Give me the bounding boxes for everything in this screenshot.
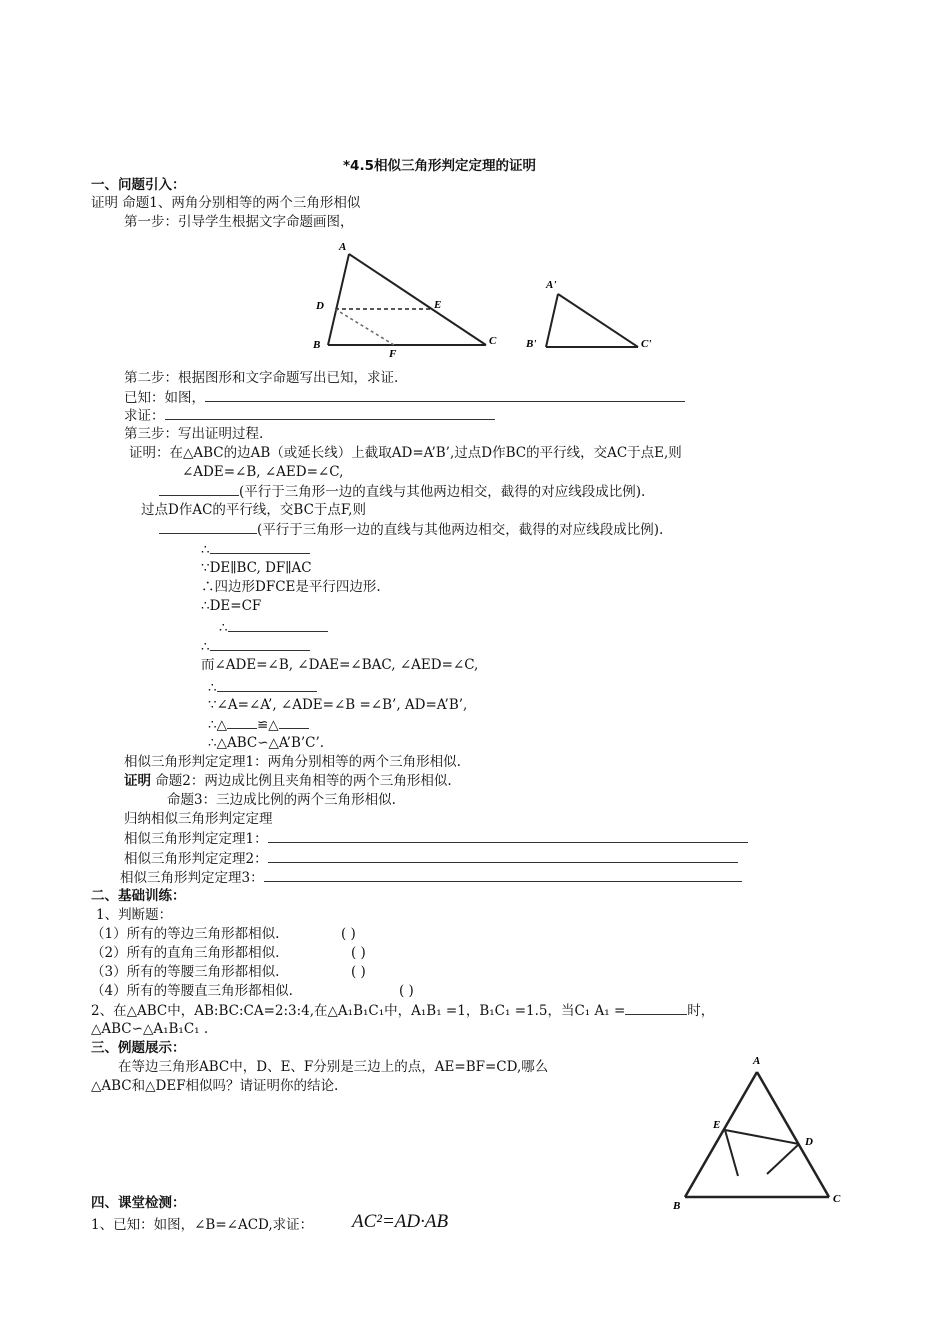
proof-line-5 [159, 520, 663, 539]
section-3-heading: 三、例题展示： [91, 1040, 186, 1056]
proof-line-3 [159, 482, 645, 501]
page-title: *4.5相似三角形判定定理的证明 [343, 158, 536, 174]
theorem-2-line: 相似三角形判定定理2： [124, 849, 738, 868]
proof-line-16: ∴△ABC∽△A’B’C’. [208, 735, 325, 751]
label-b3: B [673, 1200, 681, 1212]
proof-line-6: ∴ [201, 540, 310, 559]
known-line [124, 388, 685, 407]
label-d: D [316, 300, 324, 312]
judge-item-3: （3）所有的等腰三角形都相似. ( ) [91, 964, 366, 980]
section-4-heading: 四、课堂检测： [91, 1195, 186, 1211]
theorem-3-line: 相似三角形判定定理3： [120, 868, 742, 887]
label-a-prime: A' [546, 279, 557, 291]
prop-3-line: 命题3：三边成比例的两个三角形相似. [167, 792, 396, 808]
theorem-1-statement: 相似三角形判定定理1：两角分别相等的两个三角形相似. [124, 754, 461, 770]
section-2-heading: 二、基础训练： [91, 888, 186, 904]
proof-line-9: ∴DE=CF [201, 598, 262, 614]
label-c3: C [833, 1193, 841, 1205]
label-a3: A [753, 1055, 761, 1067]
example-line-2: △ABC和△DEF相似吗？请证明你的结论. [91, 1078, 339, 1094]
proof-line-1: 证明：在△ABC的边AB（或延长线）上截取AD=A’B’,过点D作BC的平行线，交AC于点E,则 [129, 445, 682, 461]
triangle-a1b1c1-figure [520, 275, 670, 355]
therefore-blank-1[interactable] [210, 540, 310, 554]
ratio-answer-blank[interactable] [625, 1001, 687, 1015]
theorem-2-blank[interactable] [268, 849, 738, 863]
example-line-1: 在等边三角形ABC中，D、E、F分别是三边上的点，AE=BF=CD,哪么 [118, 1059, 549, 1075]
step-3-line: 第三步：写出证明过程. [124, 426, 264, 442]
ratio-blank-2[interactable] [159, 520, 257, 534]
proof-line-4: 过点D作AC的平行线，交BC于点F,则 [141, 502, 366, 518]
prove-label: 求证： [124, 408, 165, 424]
label-c: C [489, 335, 497, 347]
prop-1-line: 证明 命题1、两角分别相等的两个三角形相似 [91, 195, 361, 211]
proof-line-14: ∵∠A=∠A’, ∠ADE=∠B =∠B’, AD=A’B’, [208, 697, 468, 713]
summary-line: 归纳相似三角形判定定理 [124, 811, 273, 827]
label-e3: E [713, 1119, 721, 1131]
judge-paren-4[interactable]: ( ) [399, 983, 414, 999]
prop-2-line: 证明 命题2：两边成比例且夹角相等的两个三角形相似. [124, 773, 452, 789]
proof-line-2: ∠ADE=∠B, ∠AED=∠C, [182, 464, 344, 480]
prove-blank[interactable] [165, 406, 495, 420]
judge-title: 1、判断题： [96, 907, 173, 923]
prove-line [124, 406, 495, 425]
known-blank[interactable] [205, 388, 685, 402]
step-1-line: 第一步：引导学生根据文字命题画图， [124, 214, 354, 230]
question-2-line: 2、在△ABC中，AB:BC:CA=2:3:4,在△A₁B₁C₁中，A₁B₁ =1，B₁C₁ =1.5，当C₁ A₁ = 时， [91, 1003, 715, 1019]
label-e: E [434, 299, 442, 311]
therefore-blank-2[interactable] [228, 618, 328, 632]
theorem-1-line: 相似三角形判定定理1： [124, 829, 748, 848]
equilateral-triangle-figure [665, 1052, 865, 1217]
theorem-3-blank[interactable] [264, 868, 742, 882]
congruent-blank-1[interactable] [227, 715, 257, 729]
triangle-abc-figure [305, 238, 505, 360]
therefore-blank-3[interactable] [210, 637, 310, 651]
proof-line-8: ∴四边形DFCE是平行四边形. [201, 579, 381, 595]
label-b: B [313, 339, 321, 351]
ratio-blank-1[interactable] [159, 482, 239, 496]
proof-reason-1: (平行于三角形一边的直线与其他两边相交，截得的对应线段成比例). [239, 484, 646, 500]
proof-line-7: ∵DE∥BC, DF∥AC [201, 560, 312, 576]
known-label: 已知：如图， [124, 390, 205, 406]
proof-reason-2: (平行于三角形一边的直线与其他两边相交，截得的对应线段成比例). [257, 522, 664, 538]
congruent-blank-2[interactable] [279, 715, 309, 729]
label-a: A [339, 241, 347, 253]
proof-line-11: ∴ [201, 637, 310, 656]
proof-line-12: 而∠ADE=∠B, ∠DAE=∠BAC, ∠AED=∠C, [201, 657, 479, 673]
section-1-heading: 一、问题引入： [91, 177, 186, 193]
label-f: F [389, 348, 397, 360]
judge-item-4: （4）所有的等腰直三角形都相似. ( ) [91, 983, 414, 999]
formula: AC²=AD·AB [352, 1211, 449, 1232]
proof-line-10: ∴ [219, 618, 328, 637]
judge-paren-1[interactable]: ( ) [341, 926, 356, 942]
label-c-prime: C' [641, 338, 652, 350]
question-2-line-2: △ABC∽△A₁B₁C₁ . [91, 1021, 209, 1037]
step-2-line: 第二步：根据图形和文字命题写出已知，求证. [124, 370, 399, 386]
label-b-prime: B' [526, 338, 537, 350]
label-d3: D [805, 1136, 813, 1148]
judge-paren-2[interactable]: ( ) [351, 945, 366, 961]
judge-item-1: （1）所有的等边三角形都相似. ( ) [91, 926, 356, 942]
theorem-1-blank[interactable] [268, 829, 748, 843]
judge-item-2: （2）所有的直角三角形都相似. ( ) [91, 945, 366, 961]
therefore-blank-4[interactable] [217, 678, 317, 692]
proof-line-13: ∴ [208, 678, 317, 697]
proof-line-15: ∴△ ≌△ [208, 715, 309, 734]
judge-paren-3[interactable]: ( ) [351, 964, 366, 980]
test-line-1: 1、已知：如图，∠B=∠ACD,求证： [91, 1217, 314, 1233]
